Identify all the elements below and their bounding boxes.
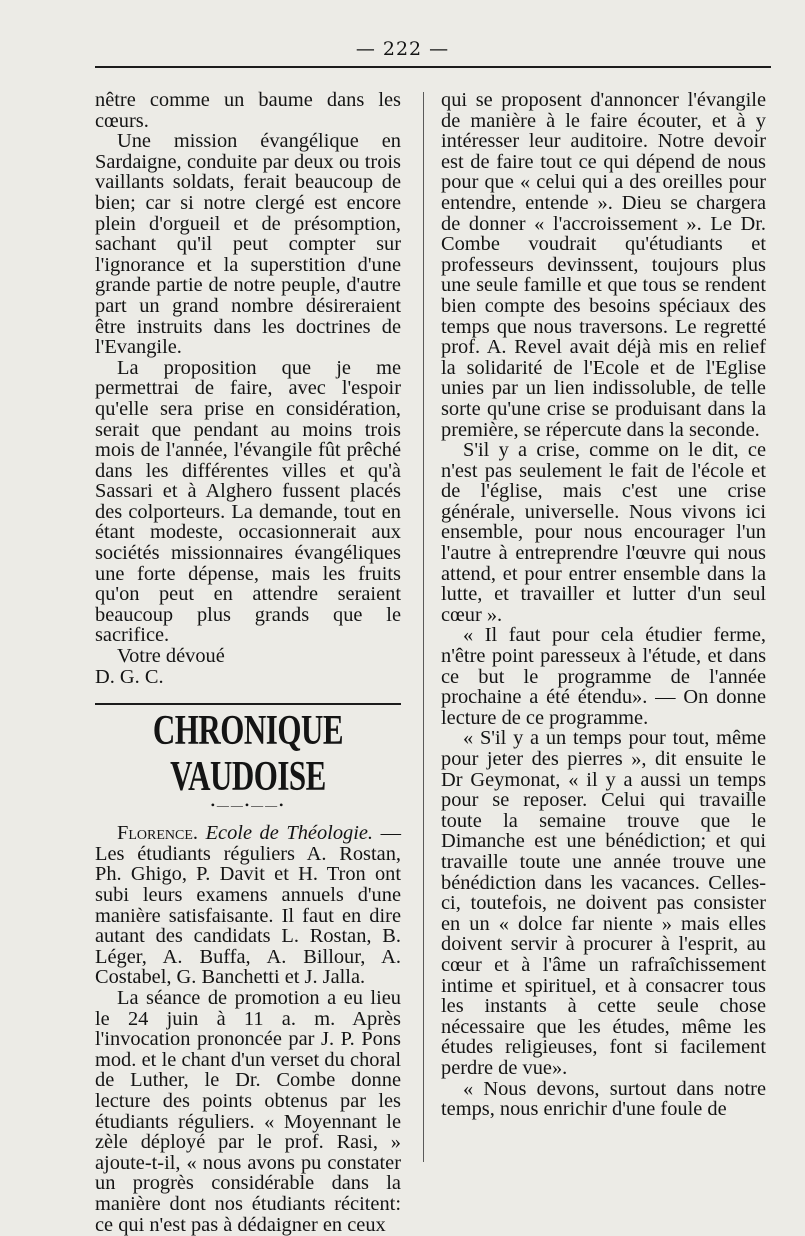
left-column xyxy=(95,90,401,1235)
letter-signature: D. G. C. xyxy=(95,665,164,688)
paragraph-text: — Les étudiants réguliers A. Rostan, Ph. Ghigo, P. Davit et H. Tron ont subi leurs examens annuels d'une manière satisfaisante. Il faut en dire autant des candidats L. Rostan, B. Léger, A. Buffa, A. Billour, A. Costabel, G. Banchetti et J. Jalla. xyxy=(95,822,401,989)
page-number: — 222 — xyxy=(355,38,450,60)
paragraph: « Il faut pour cela étudier ferme, n'être point paresseux à l'étude, et dans ce but le programme de l'année prochaine a été étendu». — On donne lecture de ce programme. xyxy=(441,624,766,729)
column-divider xyxy=(423,92,424,1162)
paragraph: « S'il y a un temps pour tout, même pour jeter des pierres », dit ensuite le Dr Geymonat, « il y a aussi un temps pour se reposer. Celui qui travaille toute la semaine trouve que le Dimanche est une bénédiction; et qui travaille toute une année trouve une bénédiction dans les vacances. Celles-ci, toutefois, ne doivent pas consister en un « dolce far niente » mais elles doivent servir à procurer à l'esprit, au cœur et à l'âme un rafraîchissement intime et spirituel, et à consacrer tous les instants à cette seule chose nécessaire que les études, même les études religieuses, font si facilement perdre de vue». xyxy=(441,727,766,1079)
paragraph: « Nous devons, surtout dans notre temps, nous enrichir d'une foule de xyxy=(441,1077,766,1121)
paragraph: Une mission évangélique en Sardaigne, conduite par deux ou trois vaillants soldats, ferait beaucoup de bien; car si notre clergé est encore plein d'orgueil et de présomption, sachant qu'il peut compter sur l'ignorance et la superstition d'une grande partie de notre peuple, d'autre part un grand nombre désireraient être instruits dans les doctrines de l'Evangile. xyxy=(95,130,401,359)
place-name: Florence. xyxy=(117,822,198,845)
paragraph: nêtre comme un baume dans les cœurs. xyxy=(95,89,401,132)
ornament: •——•——• xyxy=(210,798,286,813)
letter-closing: Votre dévoué xyxy=(117,645,225,668)
right-column xyxy=(441,90,766,1120)
paragraph xyxy=(95,823,401,988)
paragraph: La séance de promotion a eu lieu le 24 juin à 11 a. m. Après l'invocation prononcée par J. P. Pons mod. et le chant d'un verset du choral de Luther, le Dr. Combe donne lecture des points obtenus par les étudiants réguliers. « Moyennant le zèle déployé par le prof. Rasi, » ajoute-t-il, « nous avons pu constater un progrès considérable dans la manière dont nos étudiants récitent: ce qui n'est pas à dédaigner en ceux xyxy=(95,986,401,1236)
section-title: CHRONIQUE VAUDOISE xyxy=(152,706,344,800)
paragraph: S'il y a crise, comme on le dit, ce n'est pas seulement le fait de l'école et de l'église, mais c'est une crise générale, universelle. Nous vivons ici ensemble, pour nous encourager l'un l'autre à entreprendre l'œuvre qui nous attend, et pour entrer ensemble dans la lutte, et travailler et lutter d'un seul cœur ». xyxy=(441,439,766,626)
paragraph-heading: Ecole de Théologie. xyxy=(205,822,374,845)
paragraph: La proposition que je me permettrai de faire, avec l'espoir qu'elle sera prise en considération, serait que pendant au moins trois mois de l'année, l'évangile fût prêché dans les différentes villes et qu'à Sassari et à Alghero fussent placés des colporteurs. La demande, tout en étant modeste, occasionnerait aux sociétés missionnaires évangéliques une forte dépense, mais les fruits qu'on peut en attendre seraient beaucoup plus grands que le sacrifice. xyxy=(95,356,401,647)
paragraph: qui se proposent d'annoncer l'évangile de manière à le faire écouter, et à y intéresser leur auditoire. Notre devoir est de faire tout ce qui dépend de nous pour que « celui qui a des oreilles pour entendre, entende ». Dieu se chargera de donner « l'accroissement ». Le Dr. Combe voudrait qu'étudiants et professeurs devinssent, toujours plus une seule famille et que tous se rendent bien compte des besoins spéciaux des temps que nous traversons. Le regretté prof. A. Revel avait déjà mis en relief la solidarité de l'Ecole et de l'Eglise unies par un lien indissoluble, de telle sorte qu'une crise se produisant dans la première, se répercute dans la seconde. xyxy=(441,89,766,441)
header-rule xyxy=(95,66,771,68)
